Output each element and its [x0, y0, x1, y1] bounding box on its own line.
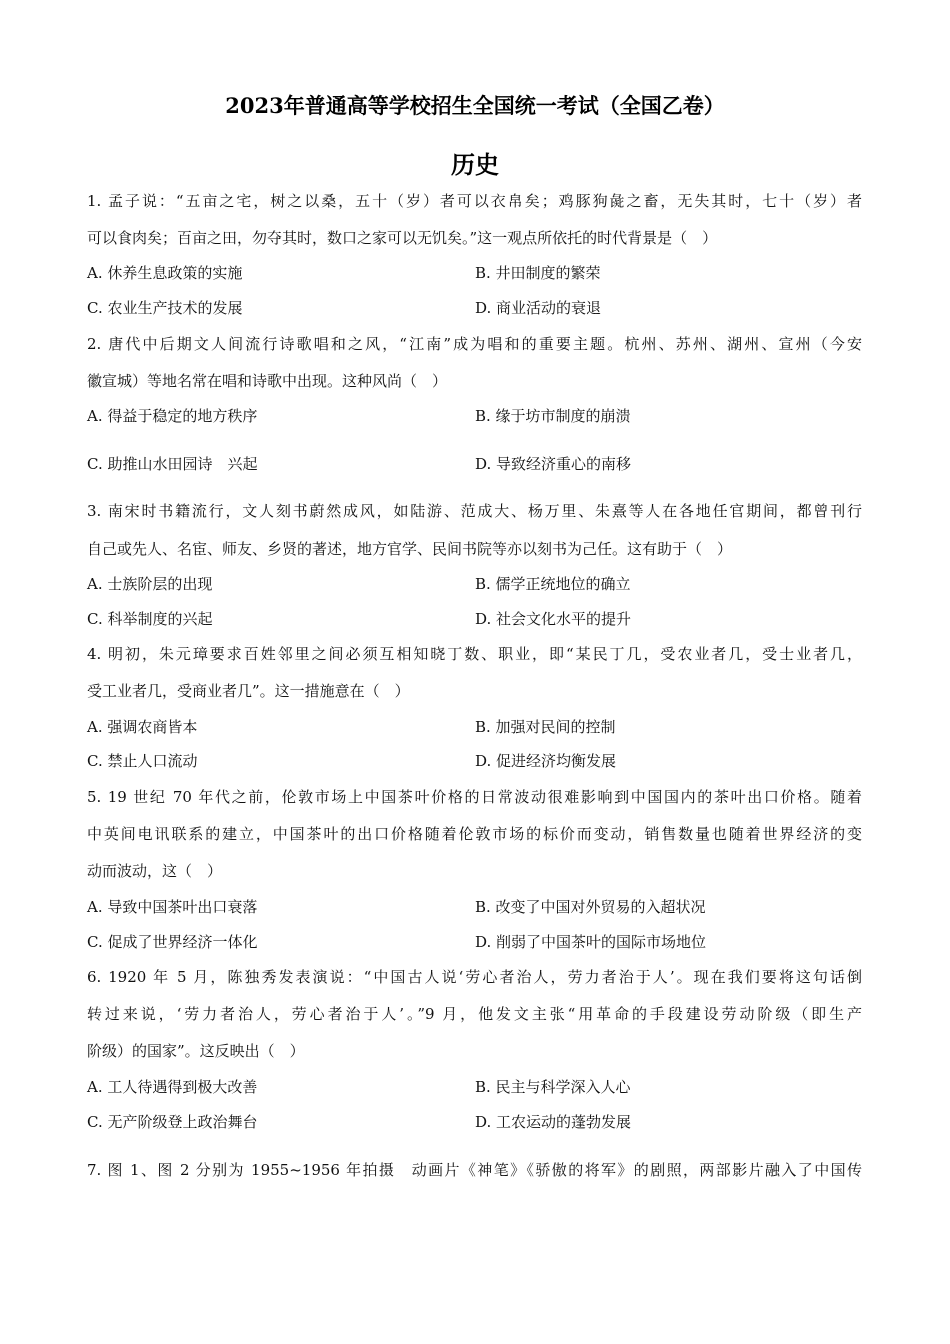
q5-option-b: B. 改变了中国对外贸易的入超状况 [475, 898, 706, 916]
q6-option-c: C. 无产阶级登上政治舞台 [87, 1113, 258, 1131]
q4-option-a: A. 强调农商皆本 [87, 718, 198, 736]
q4-option-c: C. 禁止人口流动 [87, 752, 198, 770]
q2-stem-line-2: 徽宣城）等地名常在唱和诗歌中出现。这种风尚（ ） [87, 372, 448, 390]
q2-option-d: D. 导致经济重心的南移 [475, 455, 632, 473]
q3-option-d: D. 社会文化水平的提升 [475, 610, 632, 628]
q3-option-b: B. 儒学正统地位的确立 [475, 575, 631, 593]
q4-stem-line-1: 4. 明初，朱元璋要求百姓邻里之间必须互相知晓丁数、职业，即“某民丁几，受农业者几，受士业者几， [87, 645, 862, 663]
q6-stem-line-1: 6. 1920 年 5 月，陈独秀发表演说：“中国古人说‘劳心者治人，劳力者治于人’。现在我们要将这句话倒 [87, 968, 862, 986]
q5-stem-line-2: 中英间电讯联系的建立，中国茶叶的出口价格随着伦敦市场的标价而变动，销售数量也随着世界经济的变 [87, 825, 862, 843]
q3-option-c: C. 科举制度的兴起 [87, 610, 213, 628]
q2-option-a: A. 得益于稳定的地方秩序 [87, 407, 258, 425]
q2-option-b: B. 缘于坊市制度的崩溃 [475, 407, 631, 425]
q6-option-d: D. 工农运动的蓬勃发展 [475, 1113, 632, 1131]
q4-option-b: B. 加强对民间的控制 [475, 718, 616, 736]
q5-stem-line-1: 5. 19 世纪 70 年代之前，伦敦市场上中国茶叶价格的日常波动很难影响到中国国内的茶叶出口价格。随着 [87, 788, 862, 806]
q5-option-c: C. 促成了世界经济一体化 [87, 933, 258, 951]
q7-stem-line-1: 7. 图 1、图 2 分别为 1955~1956 年拍摄 动画片《神笔》《骄傲的将军》的剧照，两部影片融入了中国传 [87, 1161, 862, 1179]
q6-stem-line-3: 阶级）的国家”。这反映出（ ） [87, 1042, 305, 1060]
q1-stem-line-2: 可以食肉矣；百亩之田，勿夺其时，数口之家可以无饥矣。”这一观点所依托的时代背景是（ ） [87, 229, 718, 247]
q1-option-c: C. 农业生产技术的发展 [87, 299, 243, 317]
q6-option-b: B. 民主与科学深入人心 [475, 1078, 631, 1096]
q2-stem-line-1: 2. 唐代中后期文人间流行诗歌唱和之风，“江南”成为唱和的重要主题。杭州、苏州、湖州、宣州（今安 [87, 335, 862, 353]
q1-stem-line-1: 1. 孟子说：“五亩之宅，树之以桑，五十（岁）者可以衣帛矣；鸡豚狗彘之畜，无失其时，七十（岁）者 [87, 192, 862, 210]
exam-title: 2023年普通高等学校招生全国统一考试（全国乙卷） [225, 93, 725, 118]
q3-option-a: A. 士族阶层的出现 [87, 575, 213, 593]
q6-option-a: A. 工人待遇得到极大改善 [87, 1078, 258, 1096]
q6-stem-line-2: 转过来说，‘劳力者治人，劳心者治于人’。”9 月，他发文主张“用革命的手段建设劳动阶级（即生产 [87, 1005, 862, 1023]
subject-heading: 历史 [451, 150, 499, 179]
q1-option-a: A. 休养生息政策的实施 [87, 264, 243, 282]
q3-stem-line-1: 3. 南宋时书籍流行，文人刻书蔚然成风，如陆游、范成大、杨万里、朱熹等人在各地任官期间，都曾刊行 [87, 502, 862, 520]
q2-option-c: C. 助推山水田园诗 兴起 [87, 455, 258, 473]
q4-option-d: D. 促进经济均衡发展 [475, 752, 617, 770]
q5-option-a: A. 导致中国茶叶出口衰落 [87, 898, 258, 916]
q1-option-b: B. 井田制度的繁荣 [475, 264, 601, 282]
q4-stem-line-2: 受工业者几，受商业者几”。这一措施意在（ ） [87, 682, 410, 700]
q5-stem-line-3: 动而波动，这（ ） [87, 862, 223, 880]
q5-option-d: D. 削弱了中国茶叶的国际市场地位 [475, 933, 707, 951]
q1-option-d: D. 商业活动的衰退 [475, 299, 602, 317]
q3-stem-line-2: 自己或先人、名宦、师友、乡贤的著述，地方官学、民间书院等亦以刻书为己任。这有助于（ ） [87, 540, 733, 558]
